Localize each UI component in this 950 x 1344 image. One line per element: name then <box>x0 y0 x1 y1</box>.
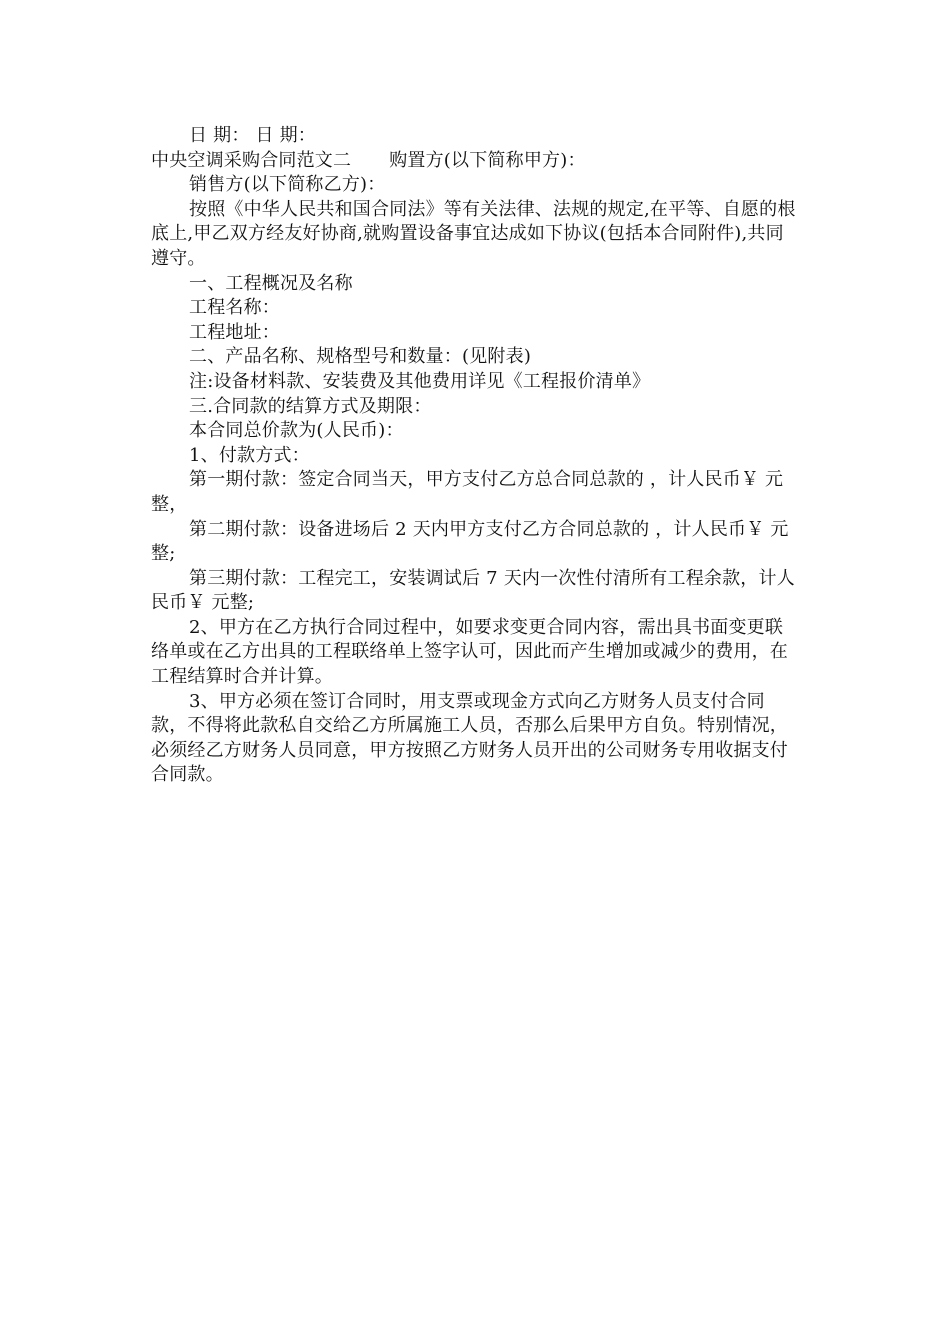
paragraph-clause-2: 2、甲方在乙方执行合同过程中，如要求变更合同内容，需出具书面变更联络单或在乙方出具的工程联络单上签字认可，因此而产生增加或减少的费用，在工程结算时合并计算。 <box>151 616 788 688</box>
paragraph-clause-3: 3、甲方必须在签订合同时，用支票或现金方式向乙方财务人员支付合同款，不得将此款私自交给乙方所属施工人员，否那么后果甲方自负。特别情况，必须经乙方财务人员同意，甲方按照乙方财务人员开出的公司财务专用收据支付合同款。 <box>151 690 788 786</box>
paragraph-payment-method: 1、付款方式： <box>189 444 310 466</box>
buyer-label: 购置方(以下简称甲方)： <box>389 149 586 171</box>
paragraph-note: 注:设备材料款、安装费及其他费用详见《工程报价清单》 <box>189 370 651 392</box>
document-body <box>151 124 801 788</box>
paragraph-payment-1: 第一期付款：签定合同当天，甲方支付乙方总合同总款的 ，计人民币￥ 元整， <box>151 469 784 515</box>
paragraph-preamble: 按照《中华人民共和国合同法》等有关法律、法规的规定,在平等、自愿的根底上,甲乙双方经友好协商,就购置设备事宜达成如下协议(包括本合同附件),共同遵守。 <box>151 198 796 269</box>
section-heading-project: 一、工程概况及名称 <box>189 272 353 294</box>
section-heading-products: 二、产品名称、规格型号和数量：(见附表) <box>189 346 532 368</box>
title-line <box>151 149 801 174</box>
section-heading-settlement: 三.合同款的结算方式及期限： <box>189 395 432 417</box>
paragraph-project-address: 工程地址： <box>189 321 280 343</box>
paragraph-seller: 销售方(以下简称乙方)： <box>189 174 386 196</box>
document-title: 中央空调采购合同范文二 <box>151 149 352 171</box>
paragraph-payment-3: 第三期付款：工程完工，安装调试后 7 天内一次性付清所有工程余款，计人民币￥ 元整; <box>151 567 795 614</box>
date-line: 日 期： 日 期： <box>189 125 316 146</box>
paragraph-total-price: 本合同总价款为(人民币)： <box>189 420 404 442</box>
paragraph-project-name: 工程名称： <box>189 297 280 319</box>
paragraph-payment-2: 第二期付款：设备进场后 2 天内甲方支付乙方合同总款的 ，计人民币￥ 元整; <box>151 518 789 565</box>
